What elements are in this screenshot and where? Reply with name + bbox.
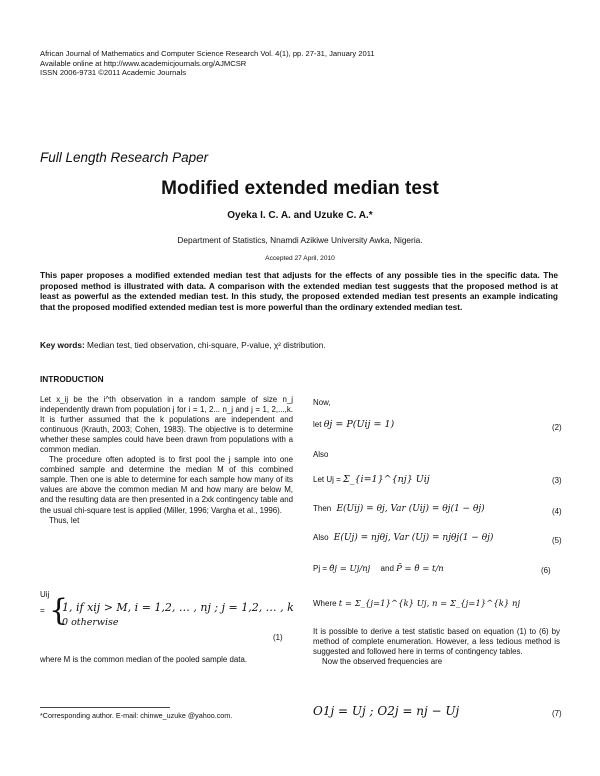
eq7-body: O1j = Uj ; O2j = nj − Uj [313,704,460,718]
eq4-number: (4) [552,507,562,516]
where-equation: t = Σ_{j=1}^{k} Uj, n = Σ_{j=1}^{k} nj [338,599,521,609]
also-text: Also [313,450,329,459]
journal-url: Available online at http://www.academicjournals.org/AJMCSR [40,58,247,68]
eq6-number: (6) [541,566,551,575]
equation-2 [313,419,394,430]
eq1-number: (1) [273,633,283,642]
keywords-label: Key words: [40,340,85,350]
eq2-lead: let [313,420,322,429]
affiliation: Department of Statistics, Nnamdi Azikiwe University Awka, Nigeria. [177,235,423,245]
where-paragraph: where M is the common median of the pooled sample data. [40,655,248,664]
eq2-body: θj = P(Uij = 1) [323,419,395,430]
eq5-lead: Also [313,533,329,542]
abstract: This paper proposes a modified extended median test that adjusts for the effects of any possible ties in the specific data. The proposed method is illustrated with data. A comparison with the extended median test suggests that the proposed method is at least as powerful as the extended median test. In this study, the proposed extended median test presents an example indicating that the proposed modified extended median test is more powerful than the ordinary extended median test. [40,270,558,312]
keywords-text: Median test, tied observation, chi-square, P-value, χ² distribution. [87,340,326,350]
equation-1: = { 1, if xij > M, i = 1,2, … , nj ; j = 1,2, … , k 0 otherwise [40,593,294,628]
eq3-body: Σ_{i=1}^{nj} Uij [343,474,430,485]
eq6-and: and [380,564,394,573]
footnote: *Corresponding author. E-mail: chinwe_uzuke @yahoo.com. [40,711,233,720]
equation-5 [313,533,493,543]
eq1-case2: 0 otherwise [62,617,119,628]
accepted-date: Accepted 27 April, 2010 [265,255,335,262]
journal-header [40,49,375,78]
uij-label: Uij [40,590,50,599]
eq3-lead: Let Uj = [313,475,341,484]
paper-type: Full Length Research Paper [40,150,209,165]
now-text: Now, [313,398,331,407]
eq2-number: (2) [552,423,562,432]
eq6-lead: Pj = [313,564,328,573]
eq5-number: (5) [552,536,562,545]
where-lead: Where [313,599,337,608]
left-column [40,395,293,526]
footnote-rule [40,707,170,708]
equation-4 [313,504,485,514]
eq6-part-b: P̄ = θ̄ = t/n [396,564,444,574]
where-definition [313,599,520,609]
intro-paragraph-2: The procedure often adopted is to first pool the j sample into one combined sample and determine the median M of this combined sample. Then one is able to determine for each sample how many of its values are above the common median M and how many are below M, and the resulting data are then presented in a 2xk contingency table and the usual chi-square test is applied (Miller, 1996; Vargha et al., 1996). [40,455,293,515]
keywords [40,340,560,350]
section-title: INTRODUCTION [40,374,104,384]
eq7-number: (7) [552,709,562,718]
eq1-case1: 1, if xij > M, i = 1,2, … , nj ; j = 1,2, … , k [62,601,294,614]
eq5-body: E(Uj) = njθj, Var (Uj) = njθj(1 − θj) [333,533,494,543]
paper-title: Modified extended median test [161,178,439,199]
equation-6 [313,564,444,574]
eq6-part-a: θ̂j = Uj/nj [329,564,371,574]
right-paragraph-1 [313,627,560,667]
eq4-body: E(Uij) = θj, Var (Uij) = θj(1 − θj) [336,504,485,514]
authors: Oyeka I. C. A. and Uzuke C. A.* [227,210,373,221]
equation-7 [313,704,459,718]
intro-paragraph-1: Let x_ij be the i^th observation in a random sample of size n_j independently drawn from population j for i = 1, 2... n_j and j = 1, 2,...,k. It is further assumed that the k populations are independent and continuous (Krauth, 2003; Cohen, 1983). The objective is to determine whether these samples could have been drawn from populations with a common median. [40,395,293,455]
intro-paragraph-3: Thus, let [49,515,80,525]
derivation-paragraph: It is possible to derive a test statistic based on equation (1) to (6) by method of complete enumeration. However, a less tedious method is suggested and followed here in terms of contingency tables. [313,627,560,657]
eq4-lead: Then [313,504,332,513]
eq3-number: (3) [552,476,562,485]
equation-3 [313,474,430,485]
observed-frequencies-text: Now the observed frequencies are [322,657,443,667]
journal-citation: African Journal of Mathematics and Computer Science Research Vol. 4(1), pp. 27-31, January 2011 [40,49,375,58]
journal-issn: ISSN 2006-9731 ©2011 Academic Journals [40,68,187,78]
